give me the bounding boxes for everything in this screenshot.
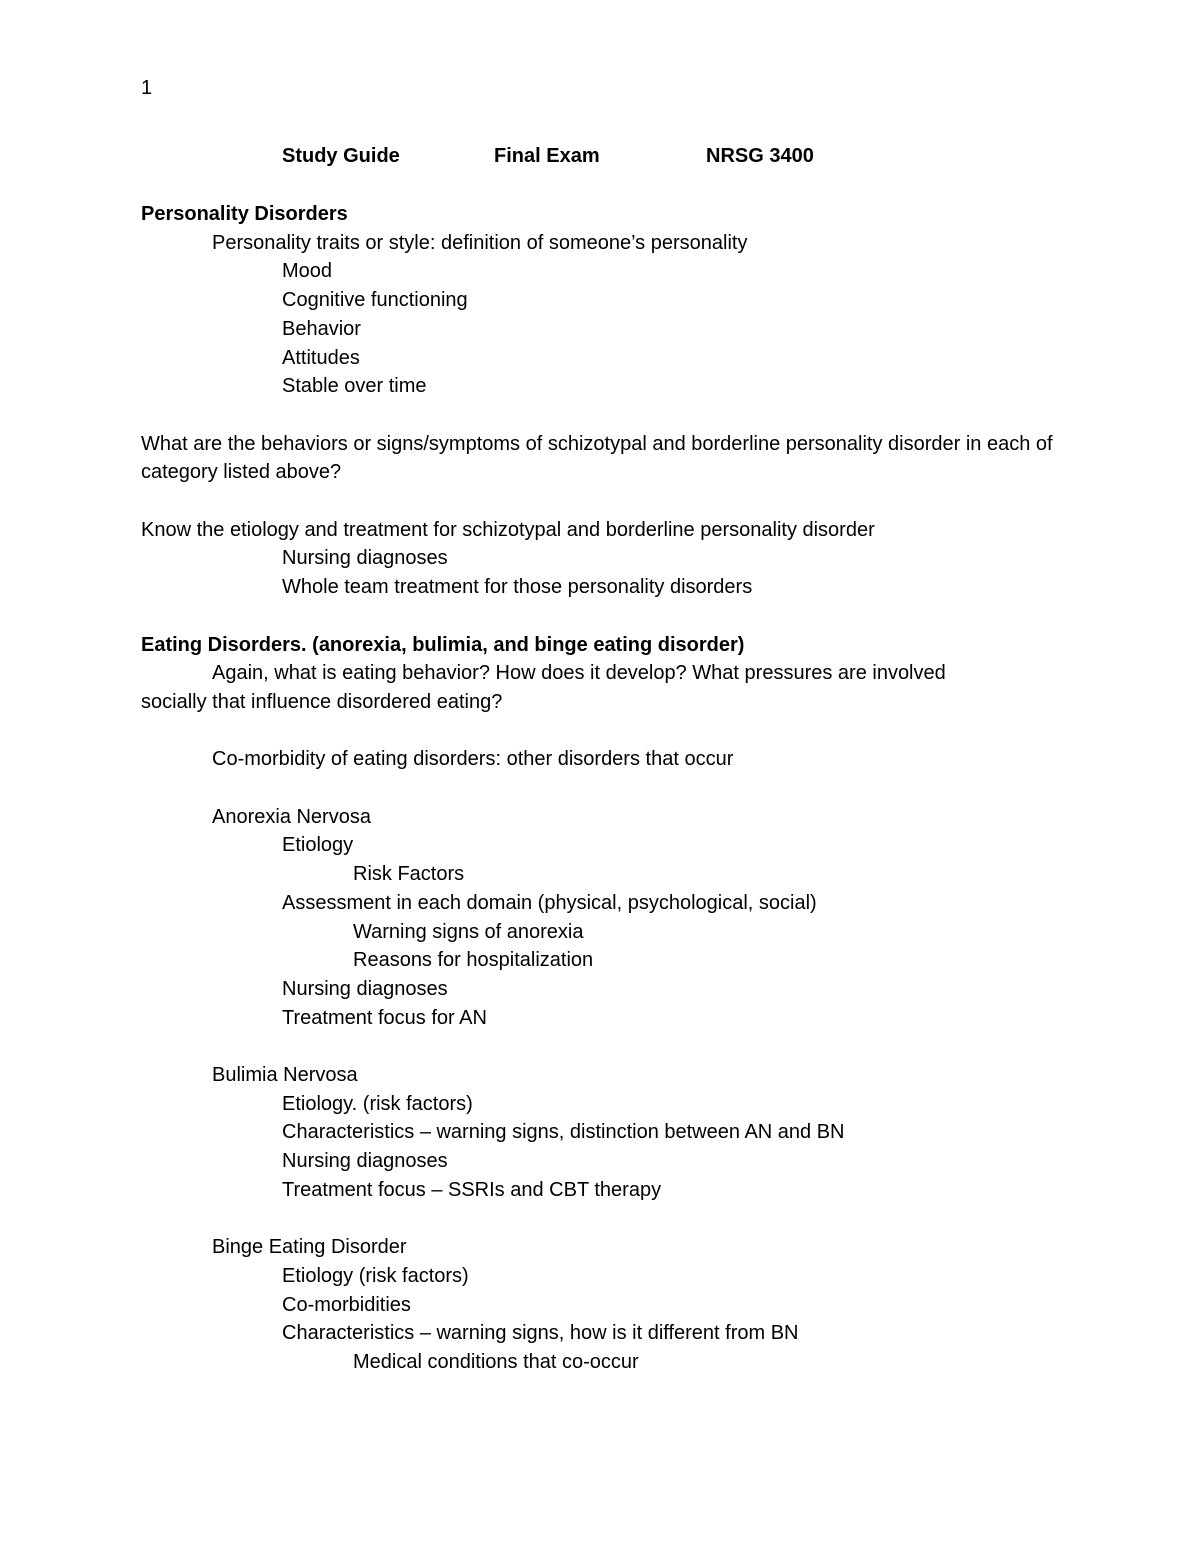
spacer xyxy=(141,602,1061,631)
anorexia-subitem: Reasons for hospitalization xyxy=(353,949,594,972)
spacer xyxy=(141,1032,1061,1061)
binge-item: Co-morbidities xyxy=(282,1293,411,1316)
document-header xyxy=(0,142,1200,170)
spacer xyxy=(141,1205,1061,1234)
binge-subitem: Medical conditions that co-occur xyxy=(353,1351,639,1374)
eating-intro-line: Again, what is eating behavior? How does it develop? What pressures are involved xyxy=(212,662,946,685)
document-body xyxy=(141,200,1061,1377)
trait-item: Stable over time xyxy=(282,375,427,398)
binge-item: Characteristics – warning signs, how is it different from BN xyxy=(282,1322,799,1345)
bulimia-item: Etiology. (risk factors) xyxy=(282,1092,473,1115)
personality-question: What are the behaviors or signs/symptoms of schizotypal and borderline personality disorder in each of category listed above? xyxy=(141,432,1053,484)
anorexia-item: Assessment in each domain (physical, psychological, social) xyxy=(282,891,817,914)
spacer xyxy=(141,774,1061,803)
trait-item: Attitudes xyxy=(282,346,360,369)
header-exam: Final Exam xyxy=(494,145,600,167)
eating-intro-line: socially that influence disordered eating? xyxy=(141,690,503,713)
binge-item: Etiology (risk factors) xyxy=(282,1264,469,1287)
bulimia-item: Nursing diagnoses xyxy=(282,1150,448,1173)
section-heading-eating: Eating Disorders. (anorexia, bulimia, and binge eating disorder) xyxy=(141,633,745,656)
spacer xyxy=(141,401,1061,430)
trait-item: Mood xyxy=(282,260,333,283)
spacer xyxy=(141,487,1061,516)
binge-title: Binge Eating Disorder xyxy=(212,1236,407,1259)
page-number: 1 xyxy=(141,77,153,99)
spacer xyxy=(141,717,1061,746)
anorexia-subitem: Risk Factors xyxy=(353,863,465,886)
etiology-item: Nursing diagnoses xyxy=(282,547,448,570)
trait-item: Cognitive functioning xyxy=(282,289,468,312)
traits-line: Personality traits or style: definition of someone’s personality xyxy=(212,231,748,254)
trait-item: Behavior xyxy=(282,317,361,340)
etiology-line: Know the etiology and treatment for schizotypal and borderline personality disorder xyxy=(141,518,875,541)
section-heading-personality: Personality Disorders xyxy=(141,203,348,225)
anorexia-subitem: Warning signs of anorexia xyxy=(353,920,584,943)
etiology-item: Whole team treatment for those personality disorders xyxy=(282,576,753,599)
anorexia-item: Treatment focus for AN xyxy=(282,1006,487,1029)
comorbidity-line: Co-morbidity of eating disorders: other disorders that occur xyxy=(212,748,734,771)
bulimia-item: Treatment focus – SSRIs and CBT therapy xyxy=(282,1178,662,1201)
bulimia-title: Bulimia Nervosa xyxy=(212,1064,358,1086)
header-title: Study Guide xyxy=(282,145,400,167)
bulimia-item: Characteristics – warning signs, distinction between AN and BN xyxy=(282,1121,845,1144)
header-course: NRSG 3400 xyxy=(706,145,814,167)
anorexia-item: Etiology xyxy=(282,834,354,857)
anorexia-title: Anorexia Nervosa xyxy=(212,805,371,828)
anorexia-item: Nursing diagnoses xyxy=(282,977,448,1000)
